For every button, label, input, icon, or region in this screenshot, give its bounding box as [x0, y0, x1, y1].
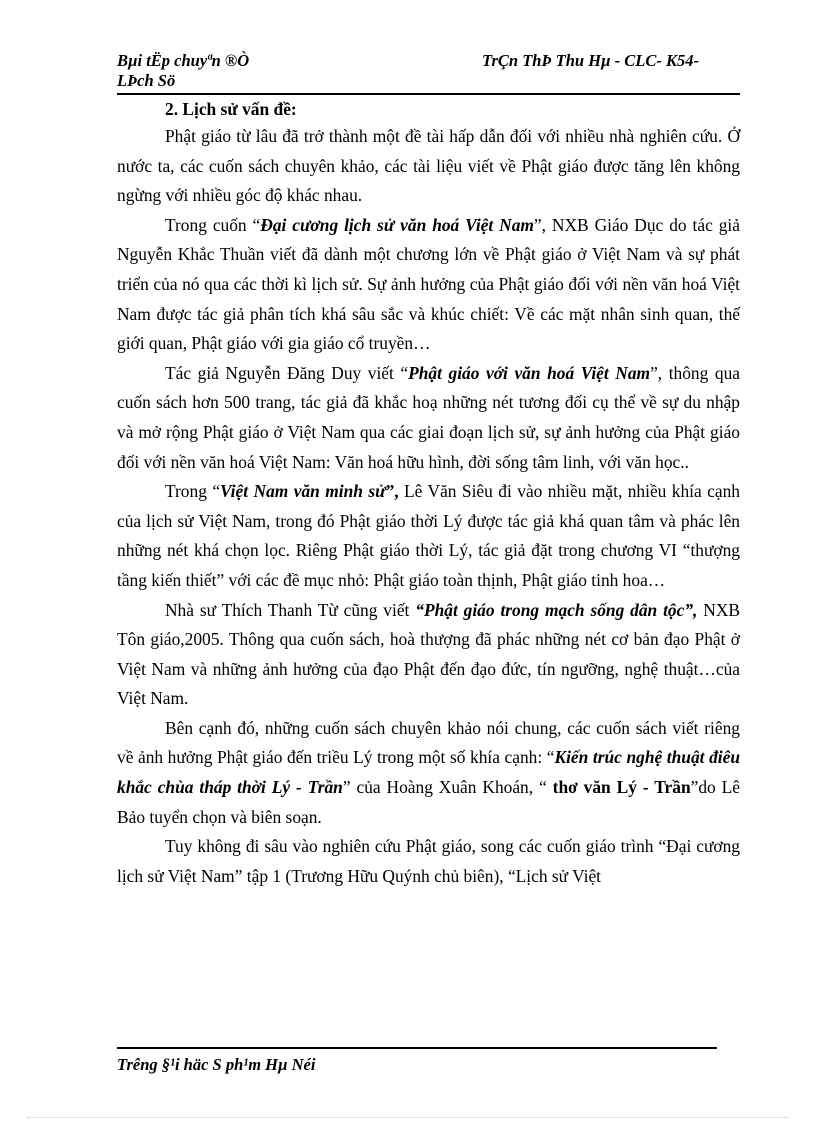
p3-book-title: Phật giáo với văn hoá Việt Nam [408, 362, 651, 383]
p2-book-title: Đại cương lịch sử văn hoá Việt Nam [260, 214, 534, 235]
p5-book-title: “Phật giáo trong mạch sống dân tộc”, [415, 599, 698, 620]
p6-text-e: ”do Lê Bảo tuyển chọn và biên soạn. [117, 777, 740, 827]
page-bottom-dotted-border [27, 1117, 789, 1118]
p5-text-c: NXB Tôn giáo,2005. Thông qua cuốn sách, hoà thượng đã phác những nét cơ bản đạo Phật ở Việt Nam và những ảnh hưởng của đạo Phật đến đạo đức, tín ngưỡng, nghệ thuật…của Việt Nam. [117, 599, 740, 709]
p6-book-title-1: Kiến trúc nghệ thuật điêu khắc chùa tháp thời Lý - Trần [117, 747, 740, 798]
p2-text-c: ”, NXB Giáo Dục do tác giả Nguyễn Khắc Thuần viết đã dành một chương lớn về Phật giáo ở Việt Nam và sự phát triển của nó qua các thời kì lịch sử. Sự ảnh hưởng của Phật giáo đối với nền văn hoá Việt Nam được tác giả phân tích khá sâu sắc và khúc chiết: Về các mặt nhân sinh quan, thế giới quan, Phật giáo với gia giáo cổ truyền… [117, 214, 740, 354]
p6-text-c: ” của Hoàng Xuân Khoán, “ [342, 777, 547, 798]
paragraph-7: Tuy không đi sâu vào nghiên cứu Phật giáo, song các cuốn giáo trình “Đại cương lịch sử Việt Nam” tập 1 (Trương Hữu Quýnh chủ biên), “Lịch sử Việt [117, 836, 740, 886]
paragraph-1: Phật giáo từ lâu đã trở thành một đề tài hấp dẫn đối với nhiều nhà nghiên cứu. Ở nước ta, các cuốn sách chuyên khảo, các tài liệu viết về Phật giáo được tăng lên không ngừng với nhiều góc độ khác nhau. [117, 126, 740, 206]
p5-text-a: Nhà sư Thích Thanh Từ cũng viết [165, 599, 416, 620]
p6-text-a: Bên cạnh đó, những cuốn sách chuyên khảo nói chung, các cuốn sách viết riêng về ảnh hưởng Phật giáo đến triều Lý trong một số khía cạnh: “ [117, 717, 740, 768]
p6-book-title-2: thơ văn Lý - Trần [546, 777, 691, 798]
page-footer: Trêng §¹i häc S ph¹m Hµ Néi [117, 1055, 316, 1074]
header-left-line1: Bµi tËp chuyªn ®Ò [117, 51, 250, 70]
p4-book-title: Việt Nam văn minh sử [220, 481, 386, 502]
footer-rule [117, 1047, 717, 1049]
p4-closing-quote: ”, [385, 481, 399, 502]
p3-text-c: ”, thông qua cuốn sách hơn 500 trang, tác giả đã khắc hoạ những nét tương đối cụ thể về sự du nhập và mở rộng Phật giáo ở Việt Nam qua các giai đoạn lịch sử, sự ảnh hưởng của Phật giáo đối với nền văn hoá Việt Nam: Văn hoá hữu hình, đời sống tâm linh, với văn học.. [117, 362, 740, 472]
p3-text-a: Tác giả Nguyễn Đăng Duy viết “ [165, 362, 409, 383]
p4-text-a: Trong “ [165, 481, 221, 502]
p4-text-d: Lê Văn Siêu đi vào nhiều mặt, nhiều khía cạnh của lịch sử Việt Nam, trong đó Phật giáo thời Lý được tác giả khá quan tâm và phác lên những nét khá chọn lọc. Riêng Phật giáo thời Lý, tác giả đặt trong chương VI “thượng tầng kiến thiết” với các đề mục nhỏ: Phật giáo toàn thịnh, Phật giáo tinh hoa… [117, 481, 740, 590]
paragraph-5 [117, 596, 740, 714]
page-header [117, 50, 740, 93]
header-rule [117, 93, 740, 95]
p2-text-a: Trong cuốn “ [165, 214, 261, 235]
header-right: TrÇn ThÞ Thu Hµ - CLC- K54- [482, 51, 700, 70]
paragraph-3 [117, 359, 740, 477]
header-left-line2: LÞch Sö [117, 71, 176, 90]
section-title: 2. Lịch sử vấn đề: [165, 99, 297, 119]
document-body [117, 96, 740, 891]
paragraph-2 [117, 211, 740, 359]
paragraph-6 [117, 714, 740, 832]
paragraph-4 [117, 477, 740, 595]
